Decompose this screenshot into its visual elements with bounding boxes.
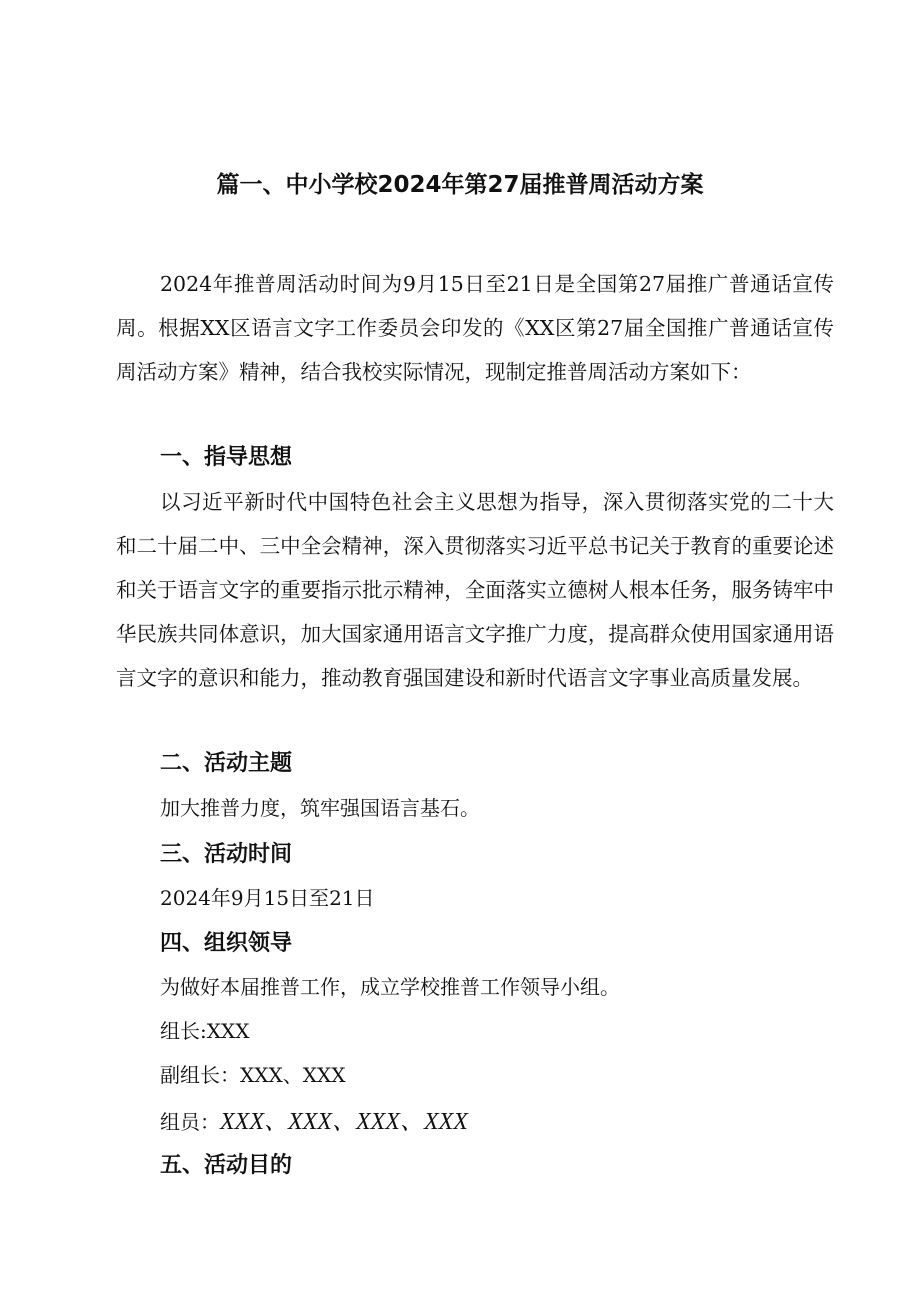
organization-text: 为做好本届推普工作，成立学校推普工作领导小组。 <box>160 975 620 999</box>
activity-theme-text: 加大推普力度，筑牢强国语言基石。 <box>160 796 480 820</box>
section-heading-activity-time: 三、活动时间 <box>160 842 293 867</box>
group-leader-line: 组长:XXX <box>160 1019 250 1043</box>
guiding-ideology-paragraph: 以习近平新时代中国特色社会主义思想为指导，深入贯彻落实党的二十大和二十届二中、三中全会精神，深入贯彻落实习近平总书记关于教育的重要论述和关于语言文字的重要指示批示精神，全面落实立德树人根本任务，服务铸牢中华民族共同体意识，加大国家通用语言文字推广力度，提高群众使用国家通用语言文字的意识和能力，推动教育强国建设和新时代语言文字事业高质量发展。 <box>116 490 834 690</box>
deputy-leader-line: 副组长：XXX、XXX <box>160 1063 346 1087</box>
group-members-label: 组员： <box>160 1110 220 1134</box>
section-heading-activity-purpose: 五、活动目的 <box>160 1153 293 1178</box>
section-heading-activity-theme: 二、活动主题 <box>160 751 293 776</box>
section-heading-organization: 四、组织领导 <box>160 931 293 956</box>
group-members-names: XXX、XXX、XXX、XXX <box>220 1109 468 1135</box>
activity-time-text: 2024年9月15日至21日 <box>160 886 375 910</box>
document-title: 篇一、中小学校2024年第27届推普周活动方案 <box>216 172 704 198</box>
intro-paragraph: 2024年推普周活动时间为9月15日至21日是全国第27届推广普通话宣传周。根据XX区语言文字工作委员会印发的《XX区第27届全国推广普通话宣传周活动方案》精神，结合我校实际情况，现制定推普周活动方案如下： <box>116 272 834 384</box>
section-heading-guiding-ideology: 一、指导思想 <box>160 445 293 470</box>
group-members-line <box>160 1101 468 1136</box>
